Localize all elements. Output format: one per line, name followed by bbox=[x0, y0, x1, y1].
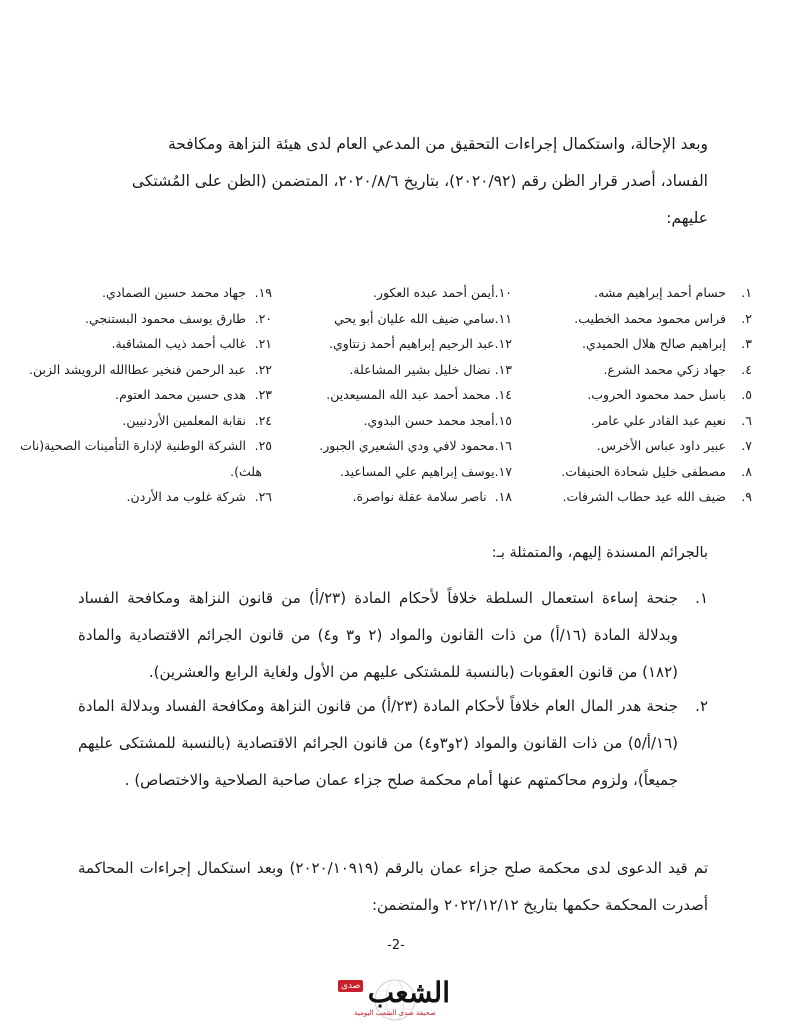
list-item-continuation: هلث). bbox=[230, 463, 262, 479]
list-item: ٣. إبراهيم صالح هلال الحميدي. bbox=[581, 336, 752, 351]
list-item: ٨. مصطفى خليل شحادة الحنيفات. bbox=[561, 463, 752, 479]
list-item: ٢٥. الشركة الوطنية لإدارة التأمينات الصحية(نات bbox=[20, 438, 272, 453]
list-item: ١٥.أمجد محمد حسن البدوي. bbox=[363, 412, 512, 428]
list-item: ٢. فراس محمود محمد الخطيب. bbox=[574, 310, 752, 326]
defendants-column-3 bbox=[20, 280, 272, 510]
list-item: ١٦.محمود لافي ودي الشعيري الجبور. bbox=[319, 438, 512, 453]
closing-paragraph: تم قيد الدعوى لدى محكمة صلح جزاء عمان بالرقم (٢٠٢٠/١٠٩١٩) وبعد استكمال إجراءات المحاكمة أصدرت المحكمة حكمها بتاريخ ٢٠٢٢/١٢/١٢ والمتضمن: bbox=[78, 859, 708, 914]
logo-tagline: صحيفة صدى الشعب اليومية bbox=[354, 1009, 436, 1017]
list-item: ١٠.أيمن أحمد عبده العكور. bbox=[372, 285, 512, 300]
list-item: ١١.سامي ضيف الله عليان أبو يحي bbox=[334, 310, 512, 326]
list-item: ٢١. غالب أحمد ذيب المشاقبة. bbox=[111, 336, 272, 351]
list-item: ٢٠. طارق يوسف محمود البستنجي. bbox=[85, 310, 272, 326]
crime-text: جنحة هدر المال العام خلافاً لأحكام المادة (٢٣/أ) من قانون النزاهة ومكافحة الفساد وبدلالة المادة (١٦/أ/٥) من ذات القانون والمواد (٢و٣و٤) من قانون الجرائم الاقتصادية (بالنسبة للمشتكى عليهم جميعاً)، ولزوم محاكمتهم عنها أمام محكمة صلح جزاء عمان صاحبة الصلاحية والاختصاص) . bbox=[78, 697, 678, 789]
list-item: ٢٤. نقابة المعلمين الأردنيين. bbox=[122, 412, 272, 428]
publisher-logo bbox=[334, 978, 456, 1022]
list-item: ١٤. محمد أحمد عبد الله المسيعدين. bbox=[326, 387, 512, 402]
list-item: ٢٣. هدى حسين محمد العتوم. bbox=[115, 387, 272, 402]
intro-line-2: الفساد، أصدر قرار الظن رقم (٢٠٢٠/٩٢)، بتاريخ ٢٠٢٠/٨/٦، المتضمن (الظن على المُشتكى bbox=[131, 172, 708, 190]
list-item: ٤. جهاد زكي محمد الشرع. bbox=[603, 361, 752, 377]
crime-number: ٢. bbox=[695, 697, 708, 715]
crime-item bbox=[78, 688, 708, 799]
list-item: ١٩. جهاد محمد حسين الصمادي. bbox=[102, 285, 272, 300]
list-item: ٧. عبير داود عباس الأخرس. bbox=[596, 438, 752, 453]
list-item: ٢٢. عبد الرحمن فنخير عطاالله الرويشد الزبن. bbox=[29, 361, 272, 377]
intro-paragraph bbox=[78, 126, 708, 237]
list-item: ٢٦. شركة غلوب مد الأردن. bbox=[126, 489, 272, 504]
crime-item bbox=[78, 580, 708, 691]
list-item: ١٧.يوسف إبراهيم علي المساعيد. bbox=[340, 463, 512, 479]
list-item: ٩. ضيف الله عيد حطاب الشرفات. bbox=[562, 489, 752, 504]
defendants-list bbox=[20, 280, 752, 530]
page-number: -2- bbox=[387, 938, 405, 953]
intro-line-1: وبعد الإحالة، واستكمال إجراءات التحقيق من المدعي العام لدى هيئة النزاهة ومكافحة bbox=[167, 135, 708, 153]
intro-line-3: عليهم: bbox=[666, 209, 708, 227]
list-item: ١٨. ناصر سلامة عقلة نواصرة. bbox=[352, 489, 512, 504]
list-item: ٦. نعيم عبد القادر علي عامر. bbox=[590, 412, 752, 428]
list-item: ١. حسام أحمد إبراهيم مشه. bbox=[594, 285, 752, 300]
list-item: ٥. باسل حمد محمود الحروب. bbox=[587, 387, 752, 402]
list-item: ١٣. نضال خليل بشير المشاعلة. bbox=[349, 361, 512, 377]
logo-wordmark: الشعب bbox=[367, 976, 450, 1009]
defendants-column-1 bbox=[542, 280, 752, 510]
crimes-lead: بالجرائم المسندة إليهم، والمتمثلة بـ: bbox=[491, 545, 708, 561]
crime-number: ١. bbox=[695, 589, 708, 607]
defendants-column-2 bbox=[282, 280, 512, 510]
list-item: ١٢.عبد الرحيم إبراهيم أحمد زنتاوي. bbox=[329, 336, 512, 351]
logo-badge: صدى bbox=[338, 980, 363, 992]
crime-text: جنحة إساءة استعمال السلطة خلافاً لأحكام المادة (٢٣/أ) من قانون النزاهة ومكافحة الفساد وبدلالة المادة (١٦/أ) من ذات القانون والمواد (٢ و٣ و٤) من قانون الجرائم الاقتصادية والمادة (١٨٢) من قانون العقوبات (بالنسبة للمشتكى عليهم من الأول ولغاية الرابع والعشرين). bbox=[78, 589, 678, 681]
